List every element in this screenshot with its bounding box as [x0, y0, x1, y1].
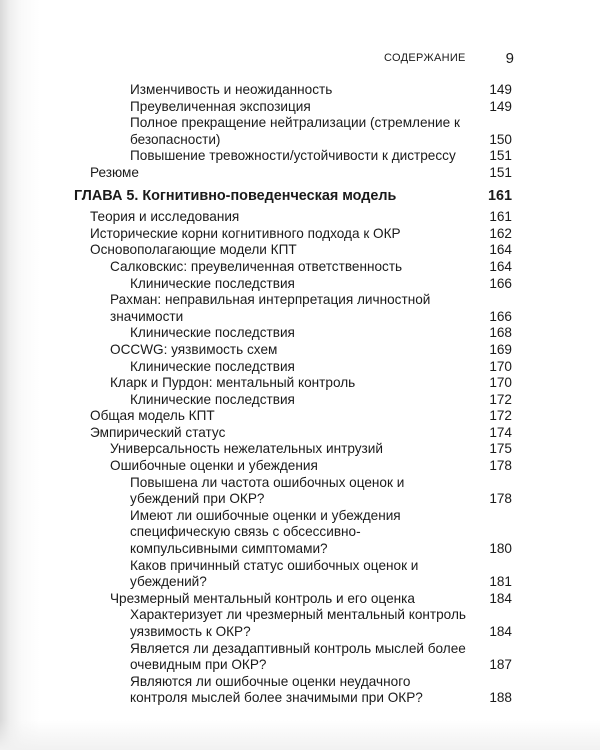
- toc-entry-title: Рахман: неправильная интерпретация личностной значимости: [110, 292, 431, 324]
- toc-entry-title: Изменчивость и неожиданность: [130, 82, 333, 97]
- toc-entry: [90, 82, 512, 99]
- toc-entry: [90, 99, 512, 116]
- toc-entry: [90, 165, 512, 182]
- toc-entry-page: 151: [489, 164, 512, 180]
- toc-entry-page: 181: [489, 574, 512, 590]
- toc-entry: [90, 115, 512, 148]
- toc-entry-title: Ошибочные оценки и убеждения: [110, 458, 318, 474]
- toc-entry: [90, 508, 512, 558]
- toc-entry: [90, 441, 512, 458]
- toc-entry: [90, 292, 512, 325]
- toc-entry-title: Повышена ли частота ошибочных оценок и убеждений при ОКР?: [130, 474, 405, 507]
- toc-entry: [90, 259, 512, 276]
- toc-entry-page: 174: [489, 424, 512, 440]
- toc-entry-page: 178: [489, 458, 512, 474]
- toc-entry-page: 175: [489, 441, 512, 457]
- toc-entry-page: 164: [489, 242, 512, 258]
- toc-entry-title: Является ли дезадаптивный контроль мыслей более очевидным при ОКР?: [130, 640, 466, 673]
- toc-entry: [90, 425, 512, 442]
- toc-entry-page: 151: [489, 148, 512, 164]
- toc-entry-title: Повышение тревожности/устойчивости к дистрессу: [130, 148, 456, 164]
- toc-entry-title: Преувеличенная экспозиция: [130, 98, 311, 114]
- toc-entry: [90, 276, 512, 293]
- toc-entry-title: Основополагающие модели КПТ: [90, 242, 297, 258]
- toc-entry-page: 162: [489, 225, 512, 241]
- toc-entry-page: 172: [489, 408, 512, 424]
- toc-entry-title: Общая модель КПТ: [90, 408, 215, 424]
- toc-entry-page: 170: [489, 358, 512, 374]
- toc-entry-title: Являются ли ошибочные оценки неудачного контроля мыслей более значимыми при ОКР?: [130, 673, 423, 706]
- table-of-contents: [74, 82, 512, 707]
- toc-entry: [90, 242, 512, 259]
- toc-entry-page: 172: [489, 391, 512, 407]
- toc-entry: [90, 375, 512, 392]
- toc-entry-title: Имеют ли ошибочные оценки и убеждения специфическую связь с обсессивно-компульсивными симптомами?: [130, 507, 401, 557]
- toc-entry-page: 168: [489, 325, 512, 341]
- toc-entry: [90, 325, 512, 342]
- toc-entry: [90, 558, 512, 591]
- toc-entry: [90, 475, 512, 508]
- toc-entry-page: 180: [489, 541, 512, 557]
- toc-entry-page: 170: [489, 375, 512, 391]
- toc-entry: [90, 392, 512, 409]
- toc-entry-title: ГЛАВА 5. Когнитивно-поведенческая модель: [74, 187, 397, 204]
- toc-entry: [90, 458, 512, 475]
- toc-entry-title: Клинические последствия: [130, 275, 295, 291]
- toc-entry: [90, 607, 512, 640]
- toc-entry-title: Резюме: [90, 164, 139, 180]
- toc-entry: [90, 359, 512, 376]
- toc-entry-title: Характеризует ли чрезмерный ментальный контроль уязвимость к ОКР?: [130, 607, 466, 639]
- toc-entry-title: Клинические последствия: [130, 391, 295, 407]
- toc-entry: [90, 226, 512, 243]
- toc-entry-page: 184: [489, 590, 512, 606]
- toc-entry: [90, 591, 512, 608]
- toc-entry: [90, 408, 512, 425]
- toc-entry-page: 166: [489, 308, 512, 324]
- toc-entry-title: Кларк и Пурдон: ментальный контроль: [110, 375, 356, 391]
- toc-entry: [90, 342, 512, 359]
- toc-entry-title: Салковскис: преувеличенная ответственность: [110, 258, 403, 274]
- page-bottom-shadow: [0, 720, 600, 750]
- toc-entry-title: Теория и исследования: [90, 209, 240, 225]
- toc-entry-page: 166: [489, 275, 512, 291]
- toc-entry-page: 169: [489, 341, 512, 357]
- toc-entry-title: OCCWG: уязвимость схем: [110, 341, 278, 357]
- toc-chapter-heading: [74, 188, 512, 205]
- toc-entry-page: 149: [489, 98, 512, 114]
- toc-entry-title: Полное прекращение нейтрализации (стремление к безопасности): [130, 115, 460, 147]
- toc-entry-page: 150: [489, 131, 512, 147]
- toc-entry-page: 178: [489, 491, 512, 507]
- toc-entry-title: Каков причинный статус ошибочных оценок и убеждений?: [130, 557, 419, 590]
- toc-entry-page: 187: [489, 657, 512, 673]
- toc-entry-title: Исторические корни когнитивного подхода к ОКР: [90, 225, 401, 241]
- page-number: 9: [505, 49, 514, 67]
- toc-entry-page: 161: [487, 187, 512, 204]
- toc-entry-title: Универсальность нежелательных интрузий: [110, 441, 383, 457]
- toc-entry: [90, 209, 512, 226]
- toc-entry-title: Клинические последствия: [130, 325, 295, 341]
- toc-entry-page: 149: [489, 82, 512, 97]
- toc-entry-page: 161: [489, 209, 512, 225]
- toc-entry: [90, 674, 512, 707]
- toc-entry-title: Клинические последствия: [130, 358, 295, 374]
- running-header-title: СОДЕРЖАНИЕ: [384, 52, 466, 64]
- toc-entry: [90, 641, 512, 674]
- toc-entry-page: 188: [489, 690, 512, 706]
- toc-entry-title: Чрезмерный ментальный контроль и его оценка: [110, 590, 415, 606]
- toc-entry-title: Эмпирический статус: [90, 424, 226, 440]
- toc-entry-page: 184: [489, 624, 512, 639]
- toc-entry: [90, 148, 512, 165]
- toc-entry-page: 164: [489, 258, 512, 274]
- running-header: [384, 48, 514, 68]
